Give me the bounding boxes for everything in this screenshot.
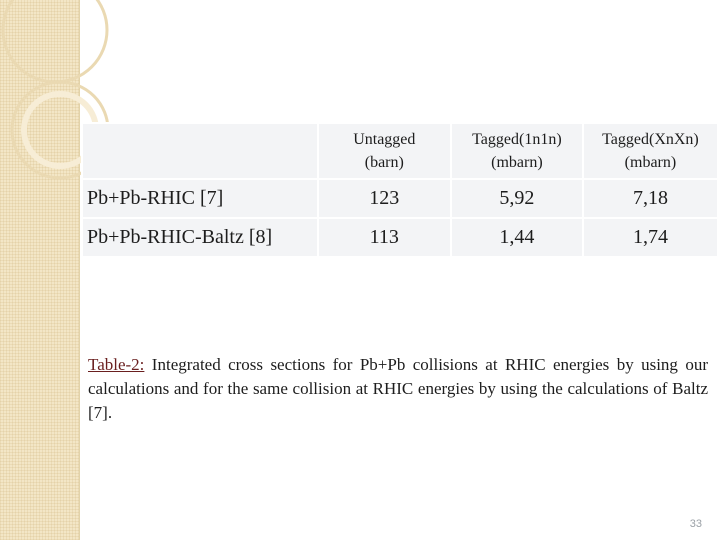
cell-tagged-1n1n: 1,44 [451, 218, 583, 257]
table-caption [88, 353, 708, 425]
caption-text: Integrated cross sections for Pb+Pb collisions at RHIC energies by using our calculations and for the same collision at RHIC energies by using the calculations of Baltz [7]. [88, 355, 708, 422]
cell-tagged-1n1n: 5,92 [451, 179, 583, 218]
row-label-pb-pb-rhic: Pb+Pb-RHIC [7] [82, 179, 318, 218]
header-cell-tagged-xnxn [583, 123, 718, 179]
header-tagged-1n1n-unit: (mbarn) [491, 154, 543, 171]
cross-section-table-container [81, 122, 719, 254]
table-row [82, 179, 718, 218]
row-label-pb-pb-rhic-baltz: Pb+Pb-RHIC-Baltz [8] [82, 218, 318, 257]
header-cell-tagged-1n1n [451, 123, 583, 179]
slide-number: 33 [689, 518, 702, 530]
header-untagged-unit: (barn) [364, 154, 404, 171]
header-untagged-title: Untagged [353, 131, 416, 148]
table-row [82, 218, 718, 257]
header-tagged-xnxn-unit: (mbarn) [624, 154, 677, 171]
header-tagged-1n1n-title: Tagged(1n1n) [472, 131, 562, 148]
cell-tagged-xnxn: 1,74 [583, 218, 718, 257]
header-cell-empty [82, 123, 318, 179]
cell-untagged: 113 [318, 218, 451, 257]
header-tagged-xnxn-title: Tagged(XnXn) [602, 131, 699, 148]
cross-section-table [81, 122, 719, 258]
cell-tagged-xnxn: 7,18 [583, 179, 718, 218]
table-header-row [82, 123, 718, 179]
cell-untagged: 123 [318, 179, 451, 218]
caption-label: Table-2: [88, 355, 145, 374]
header-cell-untagged [318, 123, 451, 179]
